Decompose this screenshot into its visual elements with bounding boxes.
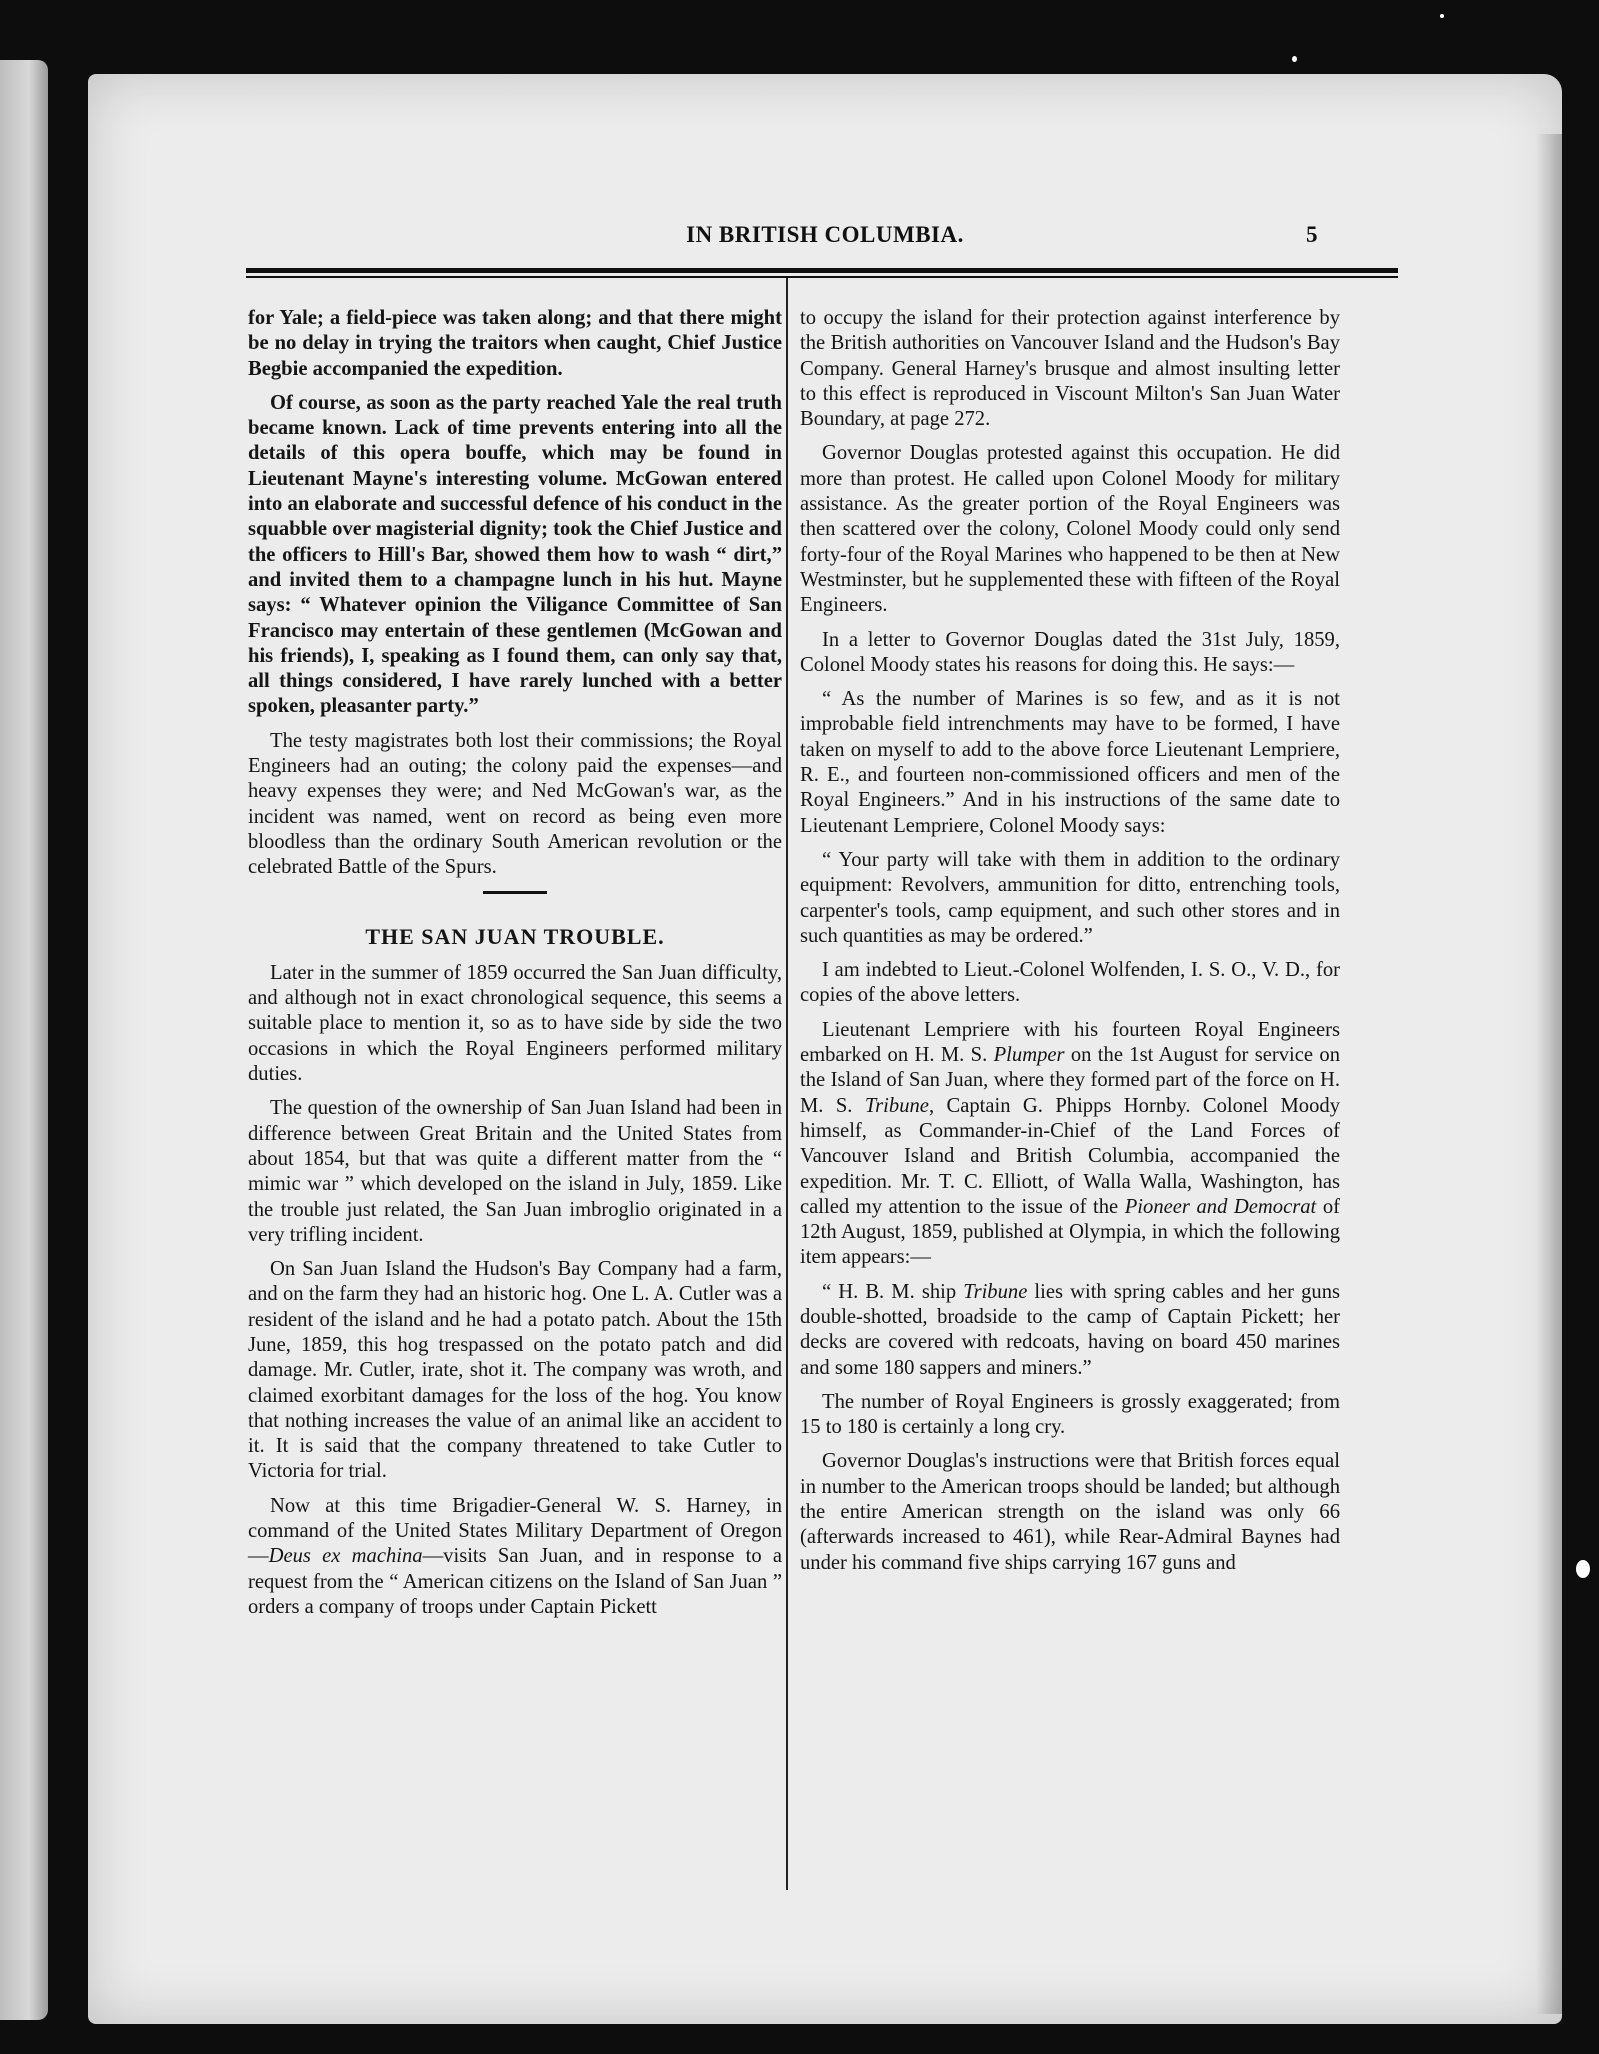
paragraph: Governor Douglas protested against this occupation. He did more than protest. He called upon Colonel Moody for military assistance. As the greater portion of the Royal Engineers was then scattered over the colony, Colonel Moody could only send forty-four of the Royal Marines who happened to be then at New Westminster, but he supplemented these with fifteen of the Royal Engineers. xyxy=(800,442,1340,617)
paragraph: Governor Douglas's instructions were that British forces equal in number to the American troops should be landed; but although the entire American strength on the island was only 66 (afterwards increased to 461), while Rear-Admiral Baynes had under his command five ships carrying 167 guns and xyxy=(800,1450,1340,1574)
paragraph: The question of the ownership of San Juan Island had been in difference between Great Britain and the United States from about 1854, but that was quite a different matter from the “ mimic war ” which developed on the island in July, 1859. Like the trouble just related, the San Juan imbroglio originated in a very trifling incident. xyxy=(248,1097,782,1246)
paragraph: In a letter to Governor Douglas dated the 31st July, 1859, Colonel Moody states his reasons for doing this. He says:— xyxy=(800,628,1340,676)
paragraph: for Yale; a field-piece was taken along; and that there might be no delay in trying the traitors when caught, Chief Justice Begbie accompanied the expedition. xyxy=(248,307,782,380)
paragraph xyxy=(800,1018,1340,1271)
text-run: , Captain G. Phipps Hornby. Colonel Moody himself, as Commander-in-Chief of the Land Forces of Vancouver Island and British Columbia, accompanied the expedition. Mr. T. C. Elliott, of Walla Walla, Washington, has called my attention to the issue of the xyxy=(800,1094,1340,1218)
text-run: “ H. B. M. ship xyxy=(822,1280,964,1303)
quotation xyxy=(800,1280,1340,1381)
italic-phrase: Pioneer and Democrat xyxy=(1124,1195,1317,1218)
text-run: lies with spring cables and her guns double-shotted, broadside to the camp of Captain Pickett; her decks are covered with redcoats, having on board 450 marines and some 180 sappers and miners.” xyxy=(800,1280,1341,1379)
quotation: “ Your party will take with them in addition to the ordinary equipment: Revolvers, ammunition for ditto, entrenching tools, carpenter's tools, camp equipment, and such other stores and in such quantities as may be ordered.” xyxy=(800,848,1340,947)
italic-phrase: Plumper xyxy=(993,1044,1065,1067)
running-head: IN BRITISH COLUMBIA. xyxy=(686,222,964,247)
paragraph: I am indebted to Lieut.-Colonel Wolfenden, I. S. O., V. D., for copies of the above letters. xyxy=(800,959,1340,1007)
quotation: “ As the number of Marines is so few, and as it is not improbable field intrenchments may have to be formed, I have taken on myself to add to the above force Lieutenant Lempriere, R. E., and fourteen non-commissioned officers and men of the Royal Engineers.” And in his instructions of the same date to Lieutenant Lempriere, Colonel Moody says: xyxy=(800,688,1340,837)
paragraph: to occupy the island for their protection against interference by the British authorities on Vancouver Island and the Hudson's Bay Company. General Harney's brusque and almost insulting letter to this effect is reproduced in Viscount Milton's San Juan Water Boundary, at page 272. xyxy=(800,307,1340,431)
paragraph: The testy magistrates both lost their commissions; the Royal Engineers had an outing; the colony paid the expenses—and heavy expenses they were; and Ned McGowan's war, as the incident was named, went on record as being even more bloodless than the ordinary South American revolution or the celebrated Battle of the Spurs. xyxy=(248,729,782,879)
paragraph: The number of Royal Engineers is grossly exaggerated; from 15 to 180 is certainly a long cry. xyxy=(800,1390,1340,1439)
italic-phrase: Tribune xyxy=(864,1094,929,1117)
section-heading: THE SAN JUAN TROUBLE. xyxy=(365,923,665,949)
text-run: Lieutenant Lempriere with his fourteen Royal Engineers embarked on H. M. S. xyxy=(800,1018,1340,1067)
header-rule-thick xyxy=(246,268,1398,273)
right-column xyxy=(800,306,1340,1585)
section-divider xyxy=(483,891,547,894)
dust-speck xyxy=(1292,56,1297,62)
page-edge-shadow xyxy=(1536,134,1562,2014)
text-run: of 12th August, 1859, published at Olympia, in which the following item appears:— xyxy=(800,1195,1340,1269)
column-divider xyxy=(786,278,788,1890)
adjacent-page-edge xyxy=(0,60,48,2020)
italic-phrase: Tribune xyxy=(963,1280,1028,1303)
header-rule-thin xyxy=(246,276,1398,278)
paragraph xyxy=(248,1494,782,1620)
page-number: 5 xyxy=(1306,222,1318,247)
text-run: Now at this time Brigadier-General W. S. Harney, in command of the United States Military Department of Oregon— xyxy=(248,1494,782,1568)
paragraph: Later in the summer of 1859 occurred the San Juan difficulty, and although not in exact chronological sequence, this seems a suitable place to mention it, so as to have side by side the two occasions in which the Royal Engineers performed military duties. xyxy=(248,961,782,1086)
paragraph: On San Juan Island the Hudson's Bay Company had a farm, and on the farm they had an historic hog. One L. A. Cutler was a resident of the island and he had a potato patch. About the 15th June, 1859, this hog trespassed on the potato patch and did damage. Mr. Cutler, irate, shot it. The company was wroth, and claimed exorbitant damages for the loss of the hog. You know that nothing increases the value of an animal like an accident to it. It is said that the company threatened to take Cutler to Victoria for trial. xyxy=(248,1258,782,1483)
text-run: —visits San Juan, and in response to a request from the “ American citizens on the Island of San Juan ” orders a company of troops under Captain Pickett xyxy=(248,1545,782,1618)
dust-speck xyxy=(1576,1560,1590,1578)
italic-phrase: Deus ex machina xyxy=(268,1545,423,1568)
dust-speck xyxy=(1440,14,1444,18)
text-run: on the 1st August for service on the Island of San Juan, where they formed part of the force on H. M. S. xyxy=(800,1044,1340,1117)
book-page xyxy=(88,74,1562,2024)
left-column xyxy=(248,306,782,1629)
paragraph: Of course, as soon as the party reached Yale the real truth became known. Lack of time prevents entering into all the details of this opera bouffe, which may be found in Lieutenant Mayne's interesting volume. McGowan entered into an elaborate and successful defence of his conduct in the squabble over magisterial dignity; took the Chief Justice and the officers to Hill's Bar, showed them how to wash “ dirt,” and invited them to a champagne lunch in his hut. Mayne says: “ Whatever opinion the Viligance Committee of San Francisco may entertain of these gentlemen (McGowan and his friends), I, speaking as I found them, can only say that, all things considered, I have rarely lunched with a better spoken, pleasanter party.” xyxy=(248,391,782,718)
